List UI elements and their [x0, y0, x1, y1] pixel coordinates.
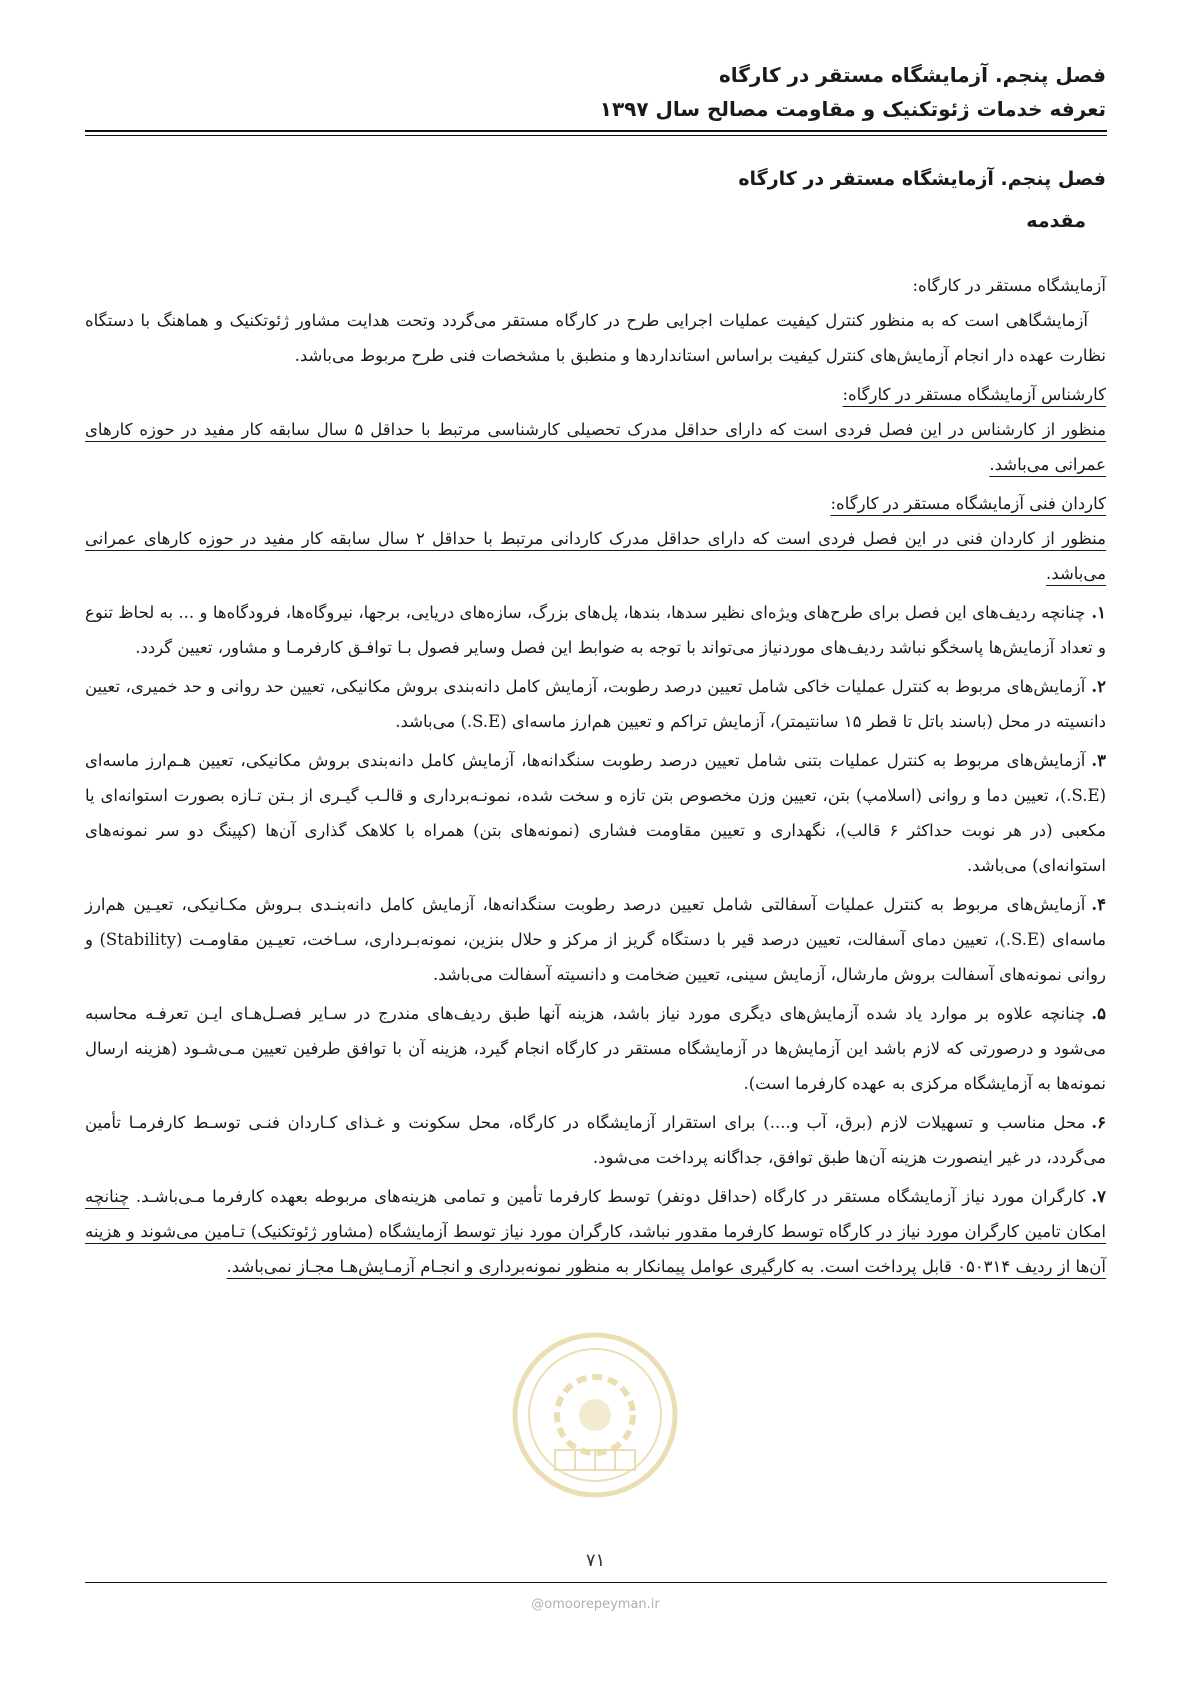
- list-item-number: ۳.: [1091, 751, 1106, 770]
- footer-watermark: @omoorepeyman.ir: [531, 1597, 660, 1612]
- running-header-book-title: تعرفه خدمات ژئوتکنیک و مقاومت مصالح سال ۱۳۹۷: [599, 97, 1106, 121]
- list-item-number: ۱.: [1091, 603, 1106, 622]
- list-item-number: ۴.: [1091, 895, 1106, 914]
- list-item: [85, 1179, 1106, 1284]
- definition-text: آزمایشگاهی است که به منظور کنترل کیفیت عملیات اجرایی طرح در کارگاه مستقر می‌گردد وتحت هدایت مشاور ژئوتکنیک و هماهنگ با دستگاه نظارت عهده دار انجام آزمایش‌های کنترل کیفیت براساس استانداردها و منطبق با مشخصات فنی طرح مربوط می‌باشد.: [85, 311, 1106, 365]
- list-item: [85, 996, 1106, 1101]
- header-rule-thick: [85, 130, 1107, 132]
- list-item: [85, 887, 1106, 992]
- list-item-number: ۵.: [1091, 1004, 1106, 1023]
- list-item-text: آزمایش‌های مربوط به کنترل عملیات بتنی شامل تعیین درصد رطوبت سنگدانه‌ها، آزمایش کامل دانه‌بندی بروش مکانیکی، تعیین هـم‌ارز ماسه‌ای (S.E.)، تعیین دما و روانی (اسلامپ) بتن، تعیین وزن مخصوص بتن تازه و سخت شده، نمونـه‌برداری و قالـب گیـری از بـتن تـازه بصورت استوانه‌ای یا مکعبی (در هر نوبت حداکثر ۶ قالب)، نگهداری و تعیین مقاومت فشاری (نمونه‌های بتن) همراه با کلاهک گذاری آن‌ها (کپینگ دو سر نمونه‌های استوانه‌ای) می‌باشد.: [85, 751, 1107, 875]
- list-item-number: ۶.: [1091, 1113, 1106, 1132]
- definition-title: آزمایشگاه مستقر در کارگاه:: [912, 276, 1106, 295]
- header-rule-thin: [85, 135, 1107, 136]
- list-item-text: چنانچه ردیف‌های این فصل برای طرح‌های ویژه‌ای نظیر سدها، بندها، پل‌های بزرگ، سازه‌های دریایی، برجها، نیروگاه‌ها، فرودگاه‌ها و ... به لحاظ تنوع و تعداد آزمایش‌ها پاسخگو نباشد ردیف‌های موردنیاز می‌تواند با توجه به ضوابط این فصل وسایر فصول بـا توافـق کارفرمـا و مشاور، تعیین گردد.: [85, 603, 1106, 657]
- list-item: [85, 1105, 1106, 1175]
- seal-watermark-icon: [510, 1330, 680, 1500]
- list-item-text: محل مناسب و تسهیلات لازم (برق، آب و....) برای استقرار آزمایشگاه در کارگاه، محل سکونت و غـذای کـاردان فنـی توسـط کارفرمـا تأمین می‌گردد، در غیر اینصورت هزینه آن‌ها طبق توافق، جداگانه پرداخت می‌شود.: [85, 1113, 1106, 1167]
- definition-title: کاردان فنی آزمایشگاه مستقر در کارگاه:: [830, 494, 1106, 513]
- list-item-number: ۷.: [1091, 1187, 1106, 1206]
- list-item-text-underlined: چنانچه امکان تامین کارگران مورد نیاز در کارگاه توسط کارفرما مقدور نباشد، کارگران مورد نیاز توسط آزمایشگاه (مشاور ژئوتکنیک) تـامین می‌شوند و هزینه آن‌ها از ردیف ۰۵۰۳۱۴ قابل پرداخت است. به کارگیری عوامل پیمانکار به منظور نمونه‌برداری و انجـام آزمـایش‌هـا مجـاز نمی‌باشد.: [85, 1187, 1106, 1276]
- section-title: فصل پنجم. آزمایشگاه مستقر در کارگاه: [738, 168, 1106, 190]
- list-item-text: آزمایش‌های مربوط به کنترل عملیات آسفالتی شامل تعیین درصد رطوبت سنگدانه‌ها، آزمایش کامل دانه‌بنـدی بـروش مکـانیکی، تعیـین هم‌ارز ماسه‌ای (S.E.)، تعیین دمای آسفالت، تعیین درصد قیر با دستگاه گریز از مرکز و حلال بنزین، نمونه‌بـرداری، سـاخت، تعیـین مقاومـت (Stability) و روانی نمونه‌های آسفالت بروش مارشال، آزمایش سینی، تعیین ضخامت و دانسیته آسفالت می‌باشد.: [85, 895, 1106, 984]
- definition-text: منظور از کارشناس در این فصل فردی است که دارای حداقل مدرک تحصیلی کارشناسی مرتبط با حداقل ۵ سال سابقه کار مفید در حوزه کارهای عمرانی می‌باشد.: [85, 420, 1106, 474]
- list-item: [85, 669, 1106, 739]
- running-header-chapter: فصل پنجم. آزمایشگاه مستقر در کارگاه: [718, 63, 1106, 87]
- footer-rule: [85, 1582, 1107, 1583]
- list-item: [85, 595, 1106, 665]
- definition-text: منظور از کاردان فنی در این فصل فردی است که دارای حداقل مدرک کاردانی مرتبط با حداقل ۲ سال سابقه کار مفید در حوزه کارهای عمرانی می‌باشد.: [85, 529, 1106, 583]
- list-item-text: کارگران مورد نیاز آزمایشگاه مستقر در کارگاه (حداقل دونفر) توسط کارفرما تأمین و تمامی هزینه‌های مربوطه بعهده کارفرما مـی‌باشـد.: [135, 1187, 1086, 1206]
- page-number: ۷۱: [585, 1550, 606, 1571]
- section-subtitle: مقدمه: [1026, 210, 1086, 232]
- list-item-number: ۲.: [1091, 677, 1106, 696]
- list-item-text: آزمایش‌های مربوط به کنترل عملیات خاکی شامل تعیین درصد رطوبت، آزمایش کامل دانه‌بندی بروش مکانیکی، تعیین حد روانی و حد خمیری، تعیین دانسیته در محل (باسند باتل تا قطر ۱۵ سانتیمتر)، آزمایش تراکم و تعیین هم‌ارز ماسه‌ای (S.E.) می‌باشد.: [85, 677, 1106, 731]
- list-item: [85, 743, 1106, 883]
- definition-title: کارشناس آزمایشگاه مستقر در کارگاه:: [842, 385, 1106, 404]
- body-text: [85, 268, 1106, 1284]
- list-item-text: چنانچه علاوه بر موارد یاد شده آزمایش‌های دیگری مورد نیاز باشد، هزینه آنها طبق ردیف‌های مندرج در سـایر فصـل‌هـای ایـن تعرفـه محاسبه می‌شود و درصورتی که لازم باشد این آزمایش‌ها در آزمایشگاه مستقر در کارگاه انجام گیرد، هزینه آن با توافق طرفین تعیین مـی‌شـود (هزینه ارسال نمونه‌ها به آزمایشگاه مرکزی به عهده کارفرما است).: [85, 1004, 1106, 1093]
- running-header: [86, 58, 1106, 126]
